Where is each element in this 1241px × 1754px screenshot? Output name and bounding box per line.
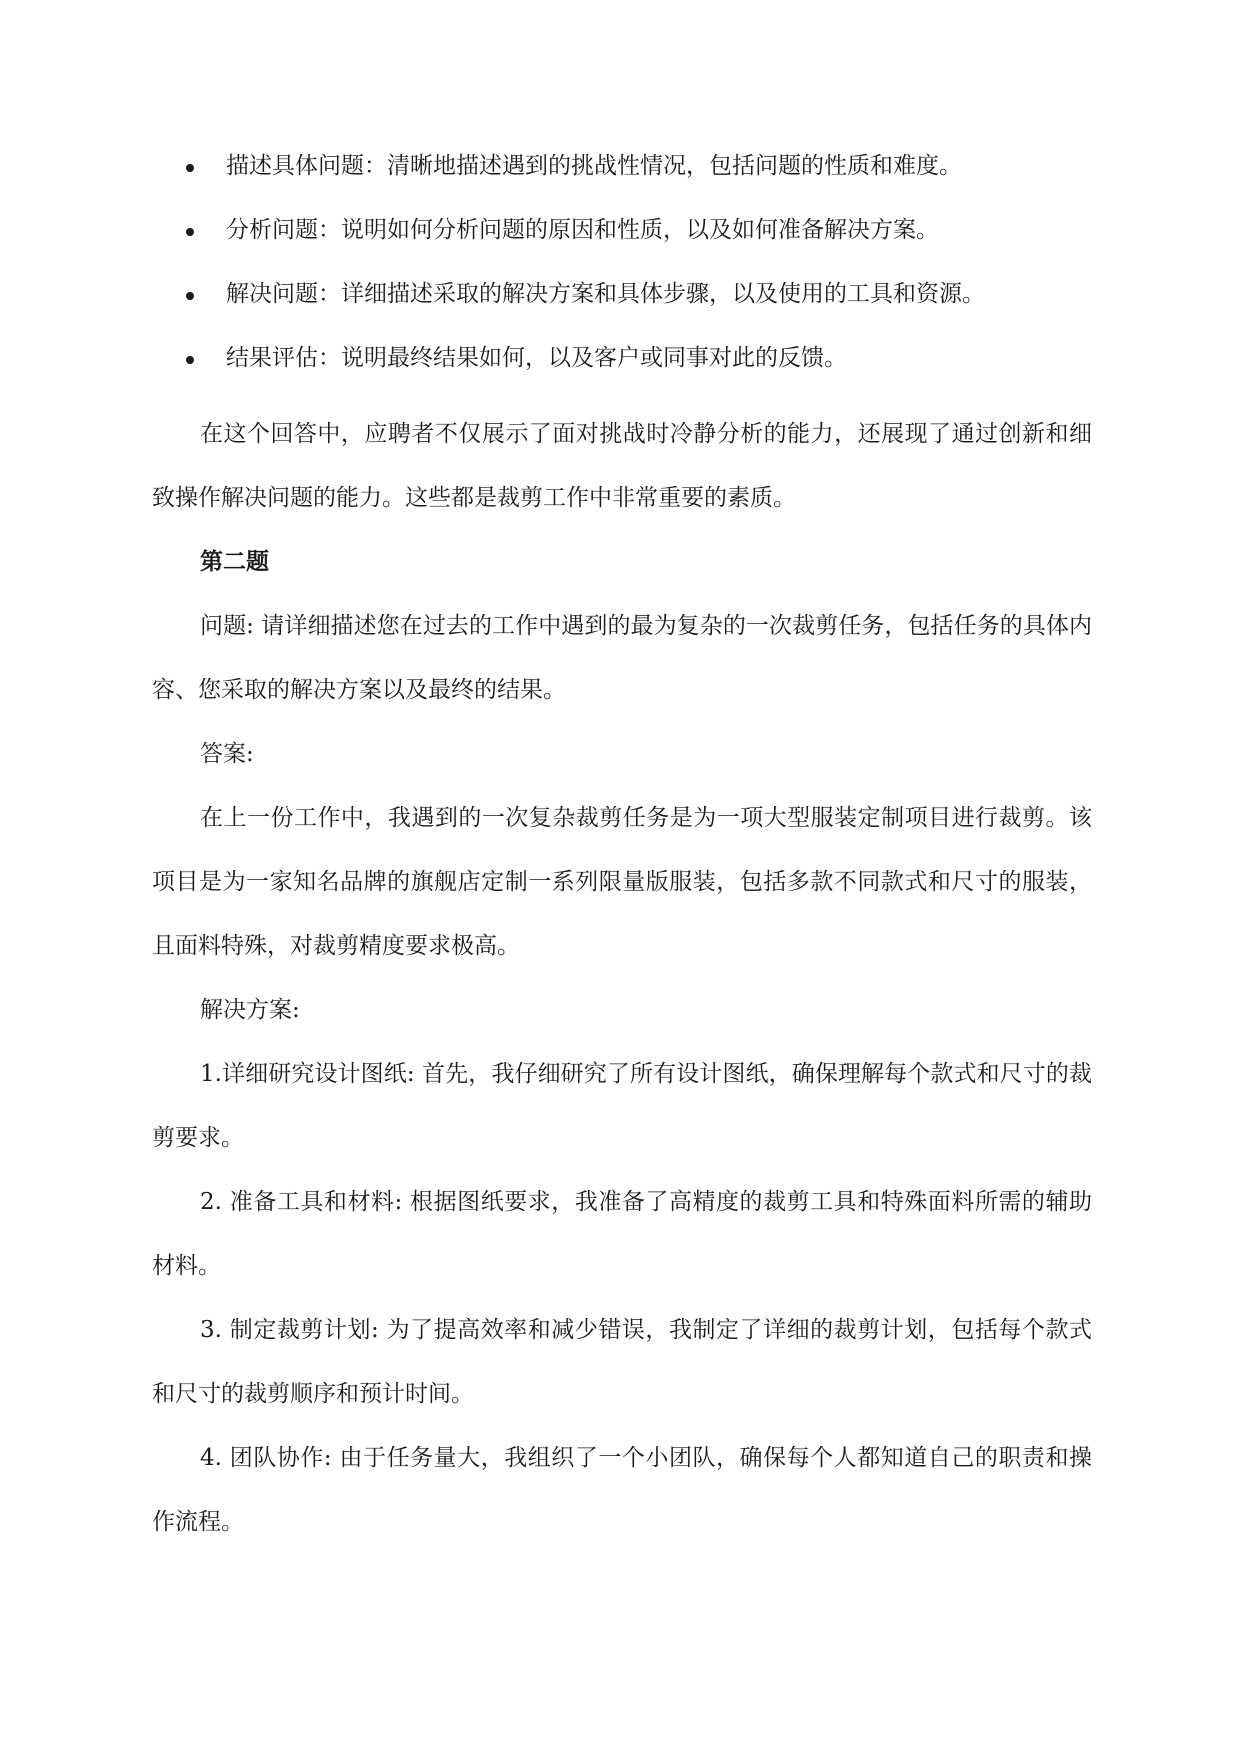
bullet-text: 描述具体问题：清晰地描述遇到的挑战性情况，包括问题的性质和难度。 (226, 153, 962, 179)
answer-label: 答案: (200, 741, 254, 767)
step-paragraph: 4. 团队协作: 由于任务量大，我组织了一个小团队，确保每个人都知道自己的职责和操作流程。 (152, 1445, 1092, 1535)
step-paragraph: 3. 制定裁剪计划: 为了提高效率和减少错误，我制定了详细的裁剪计划，包括每个款式和尺寸的裁剪顺序和预计时间。 (152, 1317, 1092, 1407)
question-paragraph: 问题: 请详细描述您在过去的工作中遇到的最为复杂的一次裁剪任务，包括任务的具体内容、您采取的解决方案以及最终的结果。 (152, 613, 1092, 703)
bullet-list (152, 146, 1092, 402)
bullet-item (152, 274, 1092, 338)
bullet-dot-icon (186, 356, 194, 364)
bullet-item (152, 338, 1092, 402)
step-paragraph: 1.详细研究设计图纸: 首先，我仔细研究了所有设计图纸，确保理解每个款式和尺寸的裁剪要求。 (152, 1061, 1092, 1151)
summary-paragraph: 在这个回答中，应聘者不仅展示了面对挑战时冷静分析的能力，还展现了通过创新和细致操作解决问题的能力。这些都是裁剪工作中非常重要的素质。 (152, 421, 1092, 511)
bullet-dot-icon (186, 164, 194, 172)
solution-label: 解决方案: (200, 997, 300, 1023)
bullet-text: 解决问题：详细描述采取的解决方案和具体步骤，以及使用的工具和资源。 (226, 281, 985, 307)
bullet-item (152, 210, 1092, 274)
section-title: 第二题 (200, 548, 269, 575)
bullet-dot-icon (186, 292, 194, 300)
bullet-dot-icon (186, 228, 194, 236)
step-paragraph: 2. 准备工具和材料: 根据图纸要求，我准备了高精度的裁剪工具和特殊面料所需的辅助材料。 (152, 1189, 1092, 1279)
bullet-text: 分析问题：说明如何分析问题的原因和性质，以及如何准备解决方案。 (226, 217, 939, 243)
document-body (152, 146, 1092, 1554)
answer-intro-paragraph: 在上一份工作中，我遇到的一次复杂裁剪任务是为一项大型服装定制项目进行裁剪。该项目是为一家知名品牌的旗舰店定制一系列限量版服装，包括多款不同款式和尺寸的服装，且面料特殊，对裁剪精度要求极高。 (152, 805, 1092, 959)
bullet-text: 结果评估：说明最终结果如何，以及客户或同事对此的反馈。 (226, 345, 847, 371)
bullet-item (152, 146, 1092, 210)
